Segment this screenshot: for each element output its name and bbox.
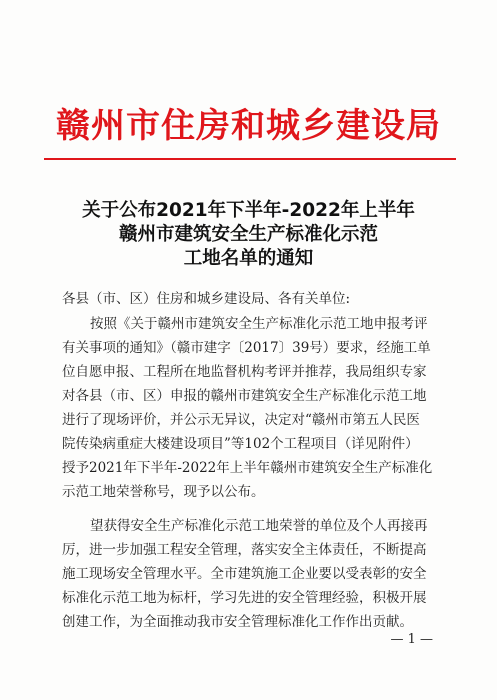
paragraph-1-line: 对各县（市、区）申报的赣州市建筑安全生产标准化示范工地 (62, 388, 427, 404)
page-number (0, 632, 497, 647)
paragraph-1-line: 院传染病重症大楼建设项目”等102个工程项目（详见附件） (62, 436, 419, 452)
paragraph-1-line: 按照《关于赣州市建筑安全生产标准化示范工地申报考评 (90, 316, 428, 332)
paragraph-1-line: 授予2021年下半年-2022年上半年赣州市建筑安全生产标准化 (62, 460, 433, 476)
paragraph-1-line: 位自愿申报、工程所在地监督机构考评并推荐，我局组织专家 (62, 364, 427, 380)
paragraph-2-line: 标准化示范工地为标杆，学习先进的安全管理经验，积极开展 (62, 590, 427, 606)
paragraph-2-line: 创建工作，为全面推动我市安全管理标准化工作作出贡献。 (62, 614, 413, 630)
issuing-organization-header: 赣州市住房和城乡建设局 (56, 106, 441, 146)
paragraph-1-line: 示范工地荣誉称号，现予以公布。 (62, 484, 265, 500)
notice-title-line-3: 工地名单的通知 (183, 248, 314, 269)
paragraph-1-line: 有关事项的通知》（赣市建字〔2017〕39号）要求，经施工单 (62, 340, 431, 356)
paragraph-2-line: 施工现场安全管理水平。全市建筑施工企业要以受表彰的安全 (62, 566, 427, 582)
red-divider-line (44, 158, 456, 160)
paragraph-1-line: 进行了现场评价，并公示无异议，决定对“赣州市第五人民医 (62, 412, 420, 428)
salutation: 各县（市、区）住房和城乡建设局、各有关单位: (62, 291, 351, 307)
paragraph-2-line: 厉，进一步加强工程安全管理，落实安全主体责任，不断提高 (62, 542, 427, 558)
notice-title-line-1: 关于公布2021年下半年-2022年上半年 (82, 200, 415, 221)
paragraph-2-line: 望获得安全生产标准化示范工地荣誉的单位及个人再接再 (90, 518, 428, 534)
notice-title-line-2: 赣州市建筑安全生产标准化示范 (118, 224, 378, 245)
page-number-text: — 1 — (390, 632, 433, 647)
